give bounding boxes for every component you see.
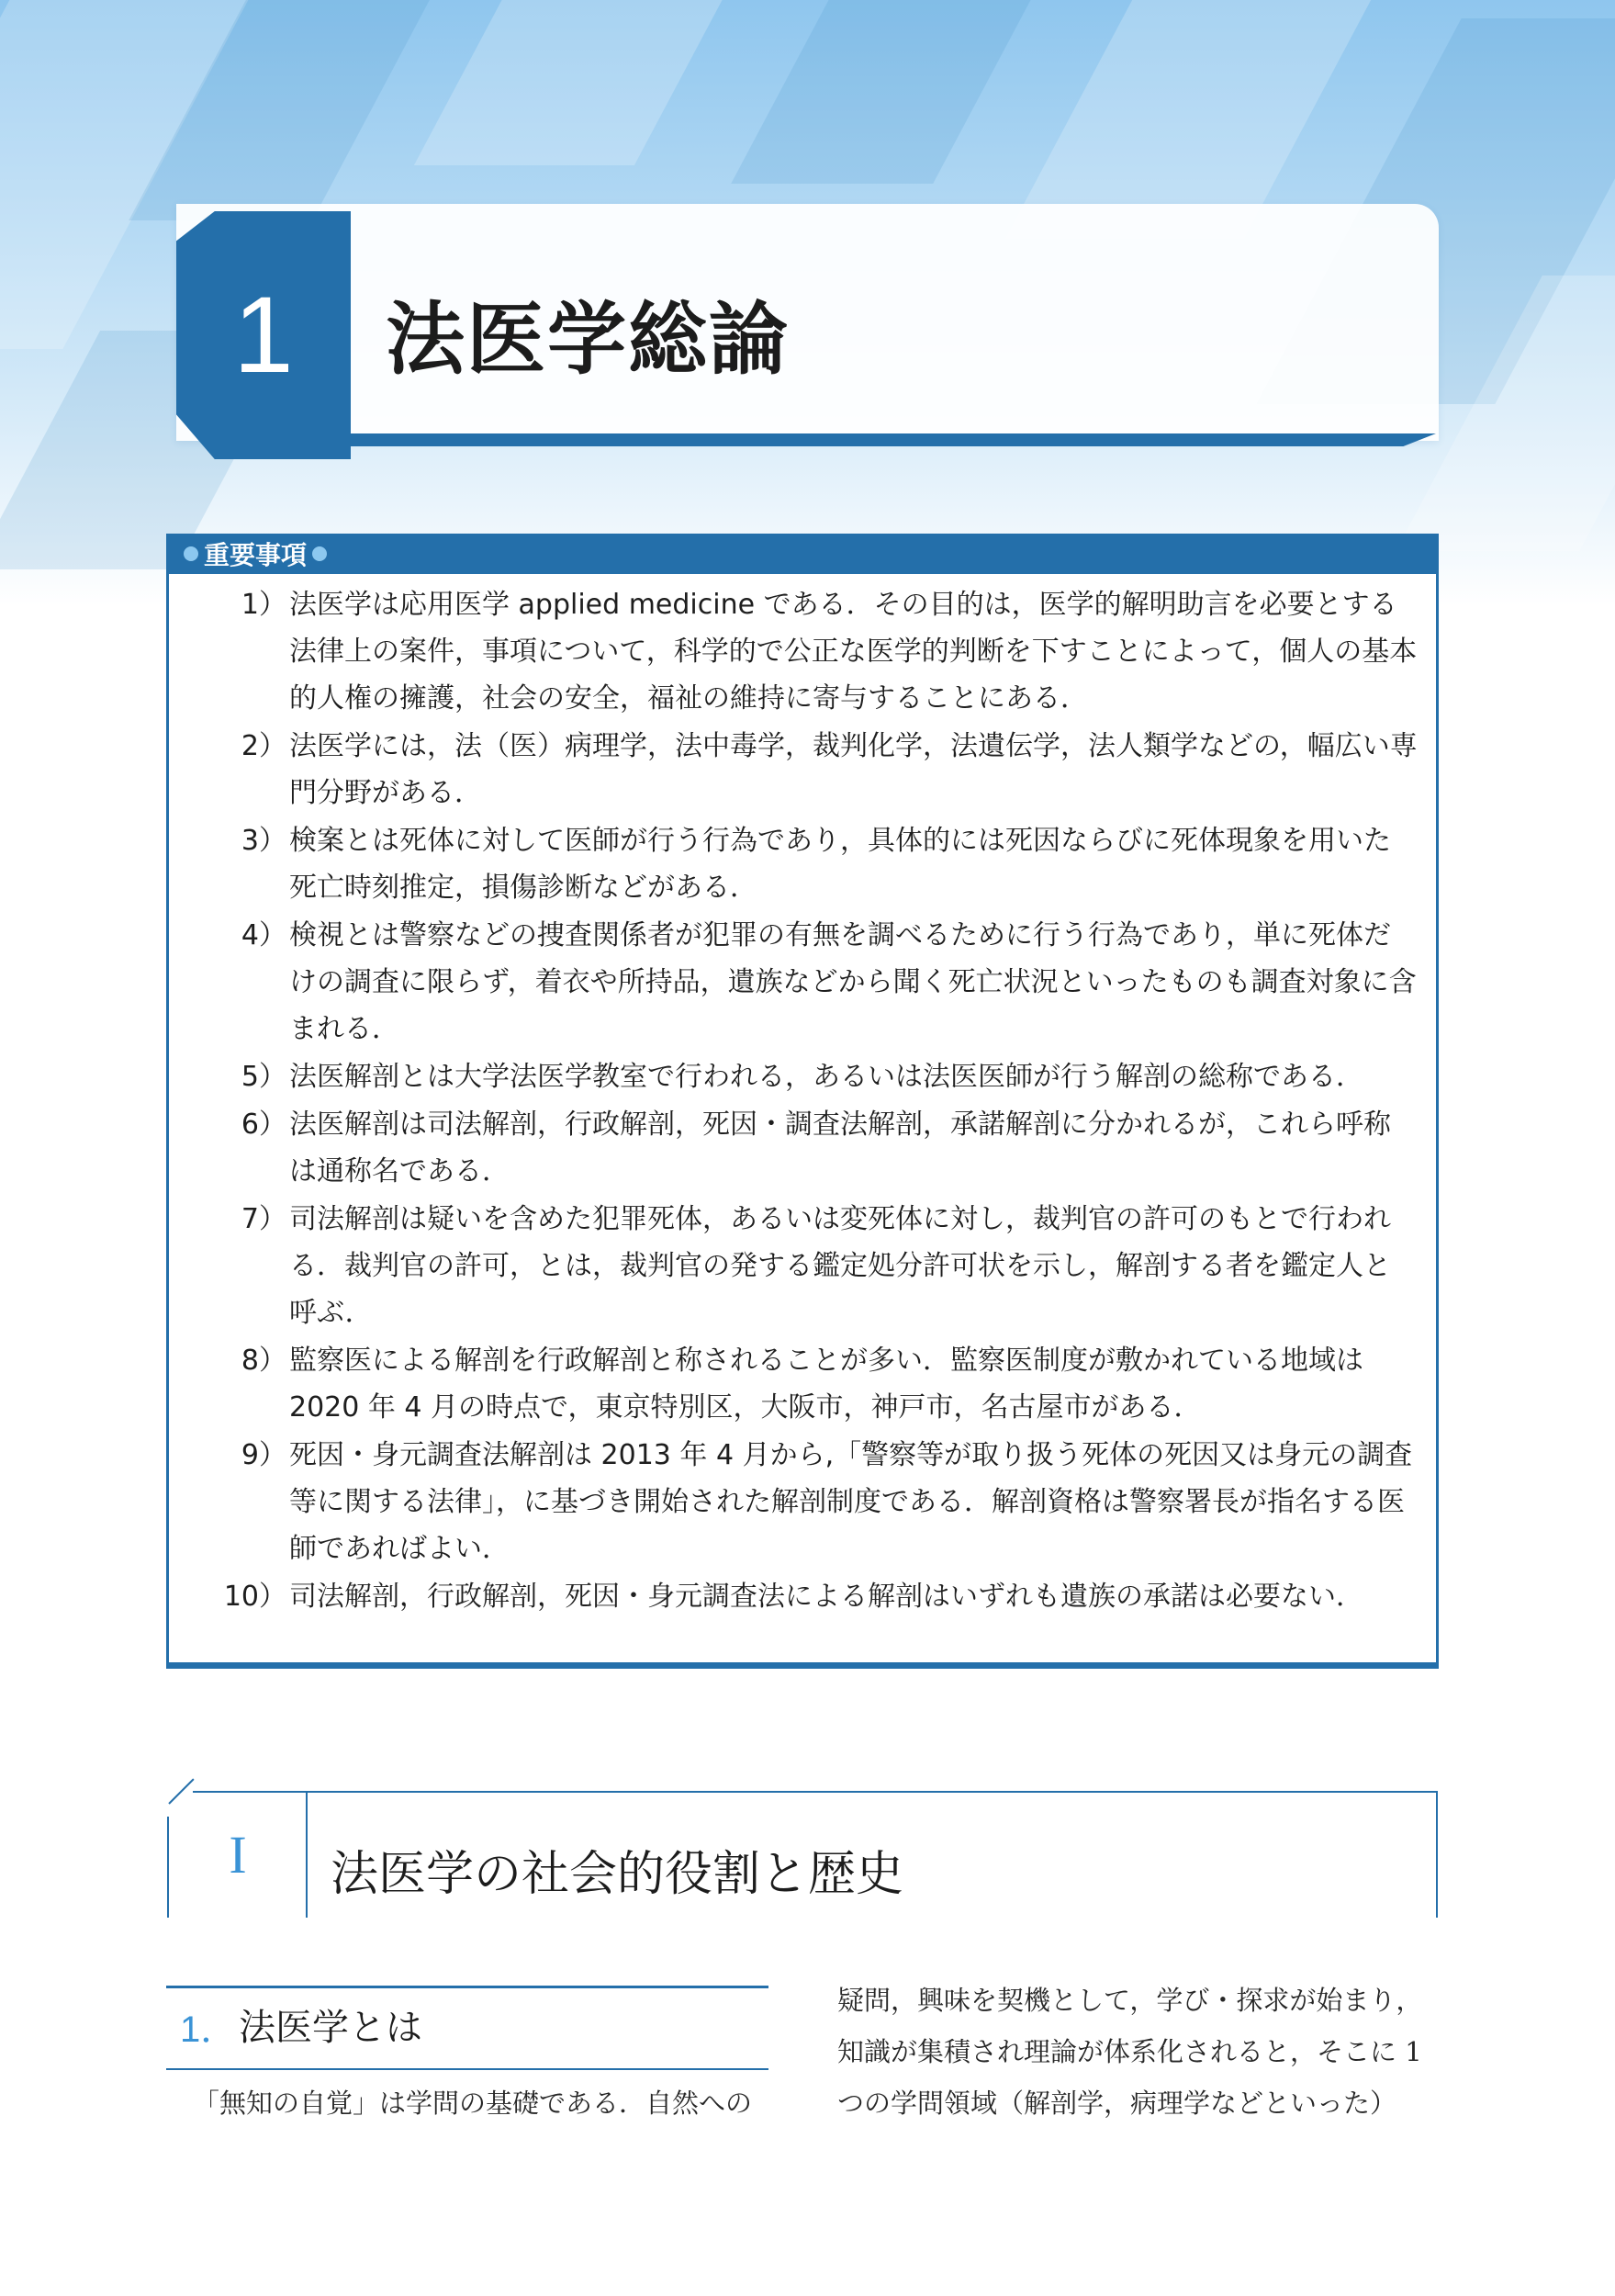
key-point-number: 10） xyxy=(223,1581,286,1613)
key-point-text: 監察医による解剖を行政解剖と称されることが多い．監察医制度が敷かれている地域は 2020 年 4 月の時点で，東京特別区，大阪市，神戸市，名古屋市がある． xyxy=(289,1345,1363,1424)
key-point-item xyxy=(169,1573,1436,1620)
key-point-number: 3） xyxy=(241,825,286,857)
subsection-rule-bottom xyxy=(166,2068,768,2070)
key-point-item xyxy=(169,1196,1436,1336)
key-point-number: 2） xyxy=(241,730,286,762)
key-point-number: 9） xyxy=(241,1439,286,1471)
key-point-item xyxy=(169,1432,1436,1572)
key-point-text: 司法解剖，行政解剖，死因・身元調査法による解剖はいずれも遺族の承諾は必要ない． xyxy=(289,1581,1363,1613)
key-point-number: 1） xyxy=(241,589,286,621)
body-text-left: 「無知の自覚」は学問の基礎である．自然への xyxy=(193,2088,753,2119)
key-points-box xyxy=(166,534,1439,1669)
chapter-underline xyxy=(349,433,1436,446)
chapter-title-bar xyxy=(176,204,1439,441)
section-title: 法医学の社会的役割と歴史 xyxy=(331,1847,904,1902)
key-point-text: 法医解剖は司法解剖，行政解剖，死因・調査法解剖，承諾解剖に分かれるが，これら呼称は通称名である． xyxy=(289,1109,1391,1187)
key-point-item xyxy=(169,912,1436,1052)
key-point-number: 5） xyxy=(241,1061,286,1093)
subsection-title: 法医学とは xyxy=(239,2007,422,2049)
key-point-text: 法医学には，法（医）病理学，法中毒学，裁判化学，法遺伝学，法人類学などの，幅広い専門分野がある． xyxy=(289,730,1418,809)
key-point-item xyxy=(169,581,1436,722)
chapter-title: 法医学総論 xyxy=(386,294,790,386)
key-point-text: 検視とは警察などの捜査関係者が犯罪の有無を調べるために行う行為であり，単に死体だけの調査に限らず，着衣や所持品，遺族などから聞く死亡状況といったものも調査対象に含まれる． xyxy=(289,919,1417,1045)
key-points-heading: 重要事項 xyxy=(204,540,308,570)
background-facet xyxy=(1005,0,1400,239)
key-point-item xyxy=(169,1053,1436,1100)
key-point-number: 4） xyxy=(241,919,286,951)
subsection-number: 1． xyxy=(180,2009,238,2050)
section-frame-top xyxy=(193,1791,1438,1793)
key-point-text: 死因・身元調査法解剖は 2013 年 4 月から,「警察等が取り扱う死体の死因又は身元の調査等に関する法律」，に基づき開始された解剖制度である．解剖資格は警察署長が指名する医師であればよい． xyxy=(289,1439,1413,1565)
key-point-text: 司法解剖は疑いを含めた犯罪死体，あるいは変死体に対し，裁判官の許可のもとで行われる．裁判官の許可，とは，裁判官の発する鑑定処分許可状を示し，解剖する者を鑑定人と呼ぶ． xyxy=(289,1203,1391,1329)
key-point-item xyxy=(169,723,1436,816)
key-point-number: 8） xyxy=(241,1345,286,1377)
subsection-rule-top xyxy=(166,1986,768,1988)
bullet-dot-icon xyxy=(184,546,198,561)
key-point-item xyxy=(169,1101,1436,1195)
key-point-item xyxy=(169,1337,1436,1431)
background-facet xyxy=(414,0,761,165)
key-point-number: 6） xyxy=(241,1109,286,1141)
section-frame-right xyxy=(1436,1791,1438,1918)
key-point-text: 法医解剖とは大学法医学教室で行われる，あるいは法医医師が行う解剖の総称である． xyxy=(289,1061,1363,1093)
key-point-number: 7） xyxy=(241,1203,286,1235)
body-text-right: 疑問，興味を契機として，学び・探求が始まり，知識が集積され理論が体系化されると，そこに 1 つの学問領域（解剖学，病理学などといった） xyxy=(837,1985,1423,2119)
key-point-text: 法医学は応用医学 applied medicine である．その目的は，医学的解明助言を必要とする法律上の案件，事項について，科学的で公正な医学的判断を下すことによって，個人の基本的人権の擁護，社会の安全，福祉の維持に寄与することにある． xyxy=(289,589,1418,715)
key-points-list xyxy=(169,581,1436,1621)
key-point-item xyxy=(169,817,1436,911)
chapter-number: 1 xyxy=(233,275,294,396)
background-facet xyxy=(731,0,1050,184)
key-points-header xyxy=(169,534,1436,574)
key-point-text: 検案とは死体に対して医師が行う行為であり，具体的には死因ならびに死体現象を用いた死亡時刻推定，損傷診断などがある． xyxy=(289,825,1391,904)
section-number: I xyxy=(229,1824,247,1885)
bullet-dot-icon xyxy=(312,546,327,561)
